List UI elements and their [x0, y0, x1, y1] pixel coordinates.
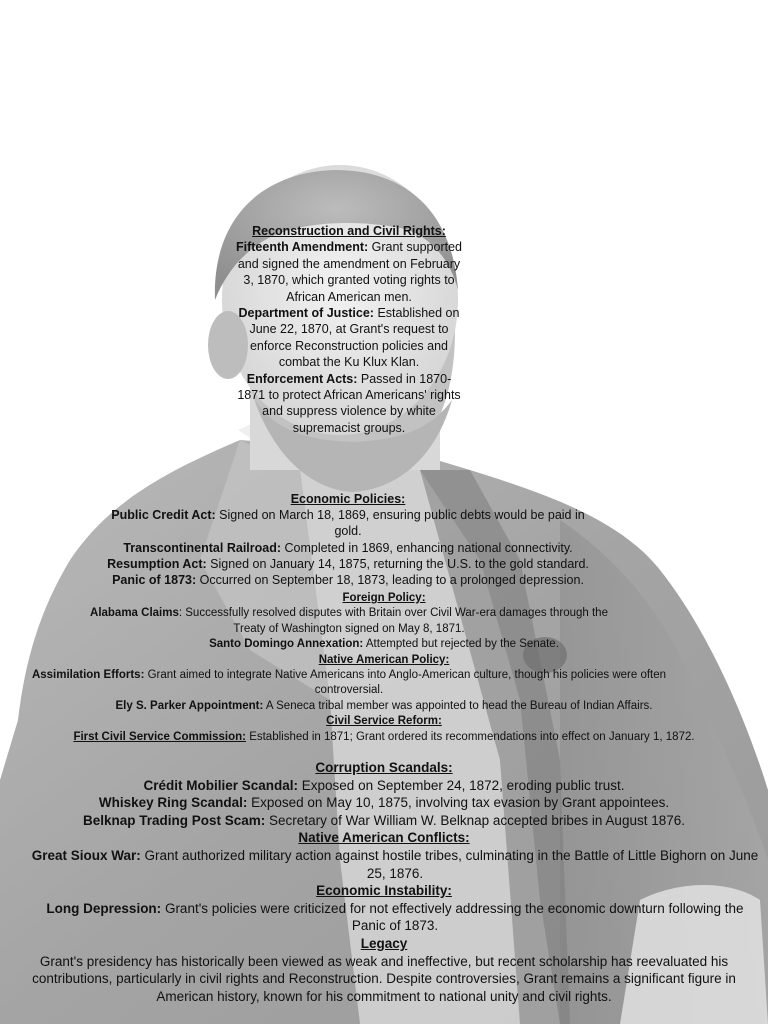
- item-resumption-act: Resumption Act: Signed on January 14, 1875, returning the U.S. to the gold standard.: [107, 556, 589, 571]
- native-policy-heading: Native American Policy:: [318, 653, 450, 666]
- legacy-heading: Legacy: [360, 935, 408, 951]
- item-public-credit-act: Public Credit Act: Signed on March 18, 1869, ensuring public debts would be paid in gold.: [111, 508, 585, 539]
- item-credit-mobilier: Crédit Mobilier Scandal: Exposed on September 24, 1872, eroding public trust.: [143, 777, 625, 793]
- item-whiskey-ring: Whiskey Ring Scandal: Exposed on May 10, 1875, involving tax evasion by Grant appointees.: [98, 795, 670, 811]
- civil-service-heading: Civil Service Reform:: [326, 715, 442, 728]
- section-controversies-legacy: [0, 759, 768, 1005]
- section-reconstruction: [236, 223, 462, 436]
- item-alabama-claims: Alabama Claims: Successfully resolved disputes with Britain over Civil War-era damages through the Treaty of Washington signed on May 8, 1871.: [90, 607, 608, 635]
- item-civil-service-commission: First Civil Service Commission: Established in 1871; Grant ordered its recommendations into effect on January 1, 1872.: [73, 730, 695, 743]
- item-panic-of-1873: Panic of 1873: Occurred on September 18, 1873, leading to a prolonged depression.: [112, 573, 584, 588]
- item-great-sioux-war: Great Sioux War: Grant authorized military action against hostile tribes, culminating in the Battle of Little Bighorn on June 25, 1876.: [31, 847, 759, 881]
- item-belknap-scam: Belknap Trading Post Scam: Secretary of War William W. Belknap accepted bribes in August 1876.: [83, 812, 685, 828]
- item-santo-domingo: Santo Domingo Annexation: Attempted but rejected by the Senate.: [209, 638, 559, 651]
- item-fifteenth-amendment: Fifteenth Amendment: Grant supported and signed the amendment on February 3, 1870, which granted voting rights to African American men.: [236, 240, 462, 304]
- foreign-heading: Foreign Policy:: [342, 592, 426, 604]
- section-economic-policies: [100, 491, 596, 588]
- item-department-of-justice: Department of Justice: Established on June 22, 1870, at Grant's request to enforce Reconstruction policies and combat the Ku Klux Klan.: [238, 306, 460, 370]
- item-long-depression: Long Depression: Grant's policies were criticized for not effectively addressing the economic downturn following the Panic of 1873.: [46, 900, 744, 934]
- economic-heading: Economic Policies:: [290, 492, 406, 506]
- instability-heading: Economic Instability:: [316, 883, 452, 899]
- item-transcontinental-railroad: Transcontinental Railroad: Completed in 1869, enhancing national connectivity.: [123, 540, 573, 555]
- corruption-heading: Corruption Scandals:: [315, 760, 453, 775]
- legacy-text: Grant's presidency has historically been viewed as weak and ineffective, but recent scholarship has reevaluated his contributions, particularly in civil rights and Reconstruction. Despite controversies, Grant remains a significant figure in American history, known for his commitment to national unity and civil rights.: [32, 953, 736, 1004]
- section-foreign-native-civil: [0, 591, 768, 745]
- native-conflicts-heading: Native American Conflicts:: [298, 830, 470, 846]
- item-enforcement-acts: Enforcement Acts: Passed in 1870-1871 to protect African Americans' rights and suppress violence by white supremacist groups.: [237, 371, 461, 435]
- item-assimilation-efforts: Assimilation Efforts: Grant aimed to integrate Native Americans into Anglo-American culture, though his policies were often controversial.: [31, 669, 667, 697]
- item-ely-parker: Ely S. Parker Appointment: A Seneca tribal member was appointed to head the Bureau of Indian Affairs.: [115, 699, 653, 712]
- reconstruction-heading: Reconstruction and Civil Rights:: [252, 224, 446, 238]
